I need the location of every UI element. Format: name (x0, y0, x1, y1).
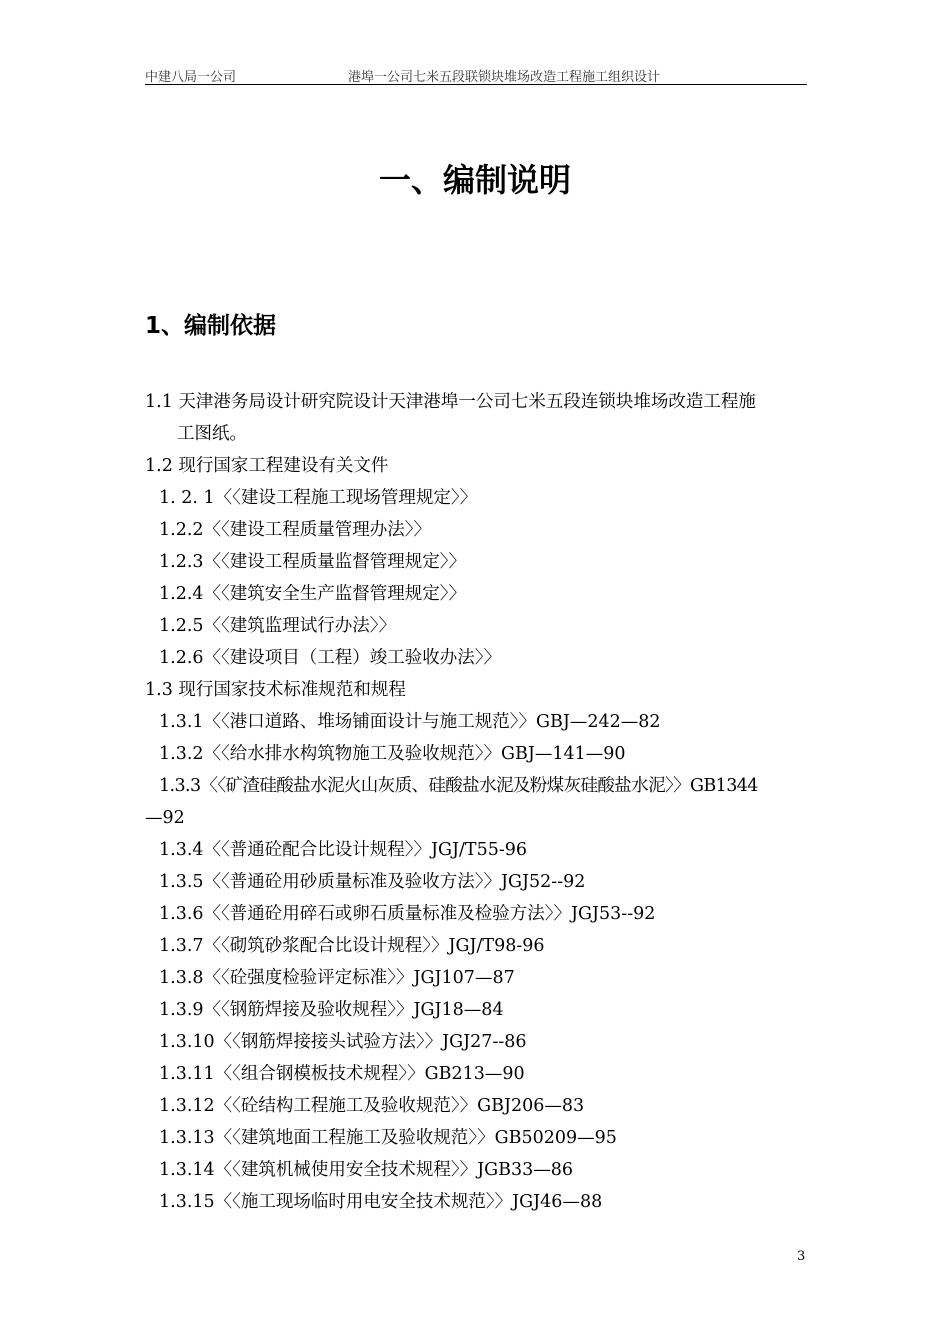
item-1-2-3: 1.2.3〈〈建设工程质量监督管理规定〉〉 (159, 552, 467, 572)
item-1-3-14: 1.3.14〈〈建筑机械使用安全技术规程〉〉JGB33—86 (159, 1160, 574, 1180)
chapter-title: 一、编制说明 (378, 161, 571, 199)
item-1-3-3-continuation: —92 (145, 808, 185, 828)
page-header (145, 64, 807, 85)
section-heading: 1、编制依据 (145, 313, 277, 339)
item-1-2-5: 1.2.5〈〈建筑监理试行办法〉〉 (159, 616, 397, 636)
item-1-3-1: 1.3.1〈〈港口道路、堆场铺面设计与施工规范〉〉GBJ—242—82 (159, 712, 661, 732)
page-number: 3 (797, 1249, 806, 1264)
item-1-3-13: 1.3.13〈〈建筑地面工程施工及验收规范〉〉GB50209—95 (159, 1128, 617, 1148)
item-1-2-1: 1. 2. 1〈〈建设工程施工现场管理规定〉〉 (159, 488, 478, 508)
item-1-3-10: 1.3.10〈〈钢筋焊接接头试验方法〉〉JGJ27--86 (159, 1032, 527, 1052)
item-1-2-4: 1.2.4〈〈建筑安全生产监督管理规定〉〉 (159, 584, 467, 604)
item-1-3-12: 1.3.12〈〈砼结构工程施工及验收规范〉〉GBJ206—83 (159, 1096, 585, 1116)
item-1-2: 1.2 现行国家工程建设有关文件 (145, 456, 389, 476)
item-1-3-11: 1.3.11〈〈组合钢模板技术规程〉〉GB213—90 (159, 1064, 525, 1084)
item-1-3-6: 1.3.6〈〈普通砼用碎石或卵石质量标准及检验方法〉〉JGJ53--92 (159, 904, 656, 924)
item-1-3-8: 1.3.8〈〈砼强度检验评定标准〉〉JGJ107—87 (159, 968, 515, 988)
item-1-2-6: 1.2.6〈〈建设项目（工程）竣工验收办法〉〉 (159, 648, 502, 668)
item-1-3-4: 1.3.4〈〈普通砼配合比设计规程〉〉JGJ/T55-96 (159, 840, 528, 860)
item-1-3-7: 1.3.7〈〈砌筑砂浆配合比设计规程〉〉JGJ/T98-96 (159, 936, 545, 956)
document-body (145, 386, 807, 1218)
item-1-1: 1.1 天津港务局设计研究院设计天津港埠一公司七米五段连锁块堆场改造工程施 (145, 392, 756, 412)
item-1-3-2: 1.3.2〈〈给水排水构筑物施工及验收规范〉〉GBJ—141—90 (159, 744, 626, 764)
item-1-3: 1.3 现行国家技术标准规范和规程 (145, 680, 406, 700)
item-1-3-3: 1.3.3〈〈矿渣硅酸盐水泥火山灰质、硅酸盐水泥及粉煤灰硅酸盐水泥〉〉GB1344 (159, 776, 758, 796)
header-project-title: 港埠一公司七米五段联锁块堆场改造工程施工组织设计 (348, 70, 661, 85)
header-company: 中建八局一公司 (145, 70, 237, 85)
item-1-2-2: 1.2.2〈〈建设工程质量管理办法〉〉 (159, 520, 432, 540)
item-1-3-15: 1.3.15〈〈施工现场临时用电安全技术规范〉〉JGJ46—88 (159, 1192, 603, 1212)
item-1-3-5: 1.3.5〈〈普通砼用砂质量标准及验收方法〉〉JGJ52--92 (159, 872, 586, 892)
item-1-3-9: 1.3.9〈〈钢筋焊接及验收规程〉〉JGJ18—84 (159, 1000, 504, 1020)
item-1-1-continuation: 工图纸。 (177, 424, 247, 444)
